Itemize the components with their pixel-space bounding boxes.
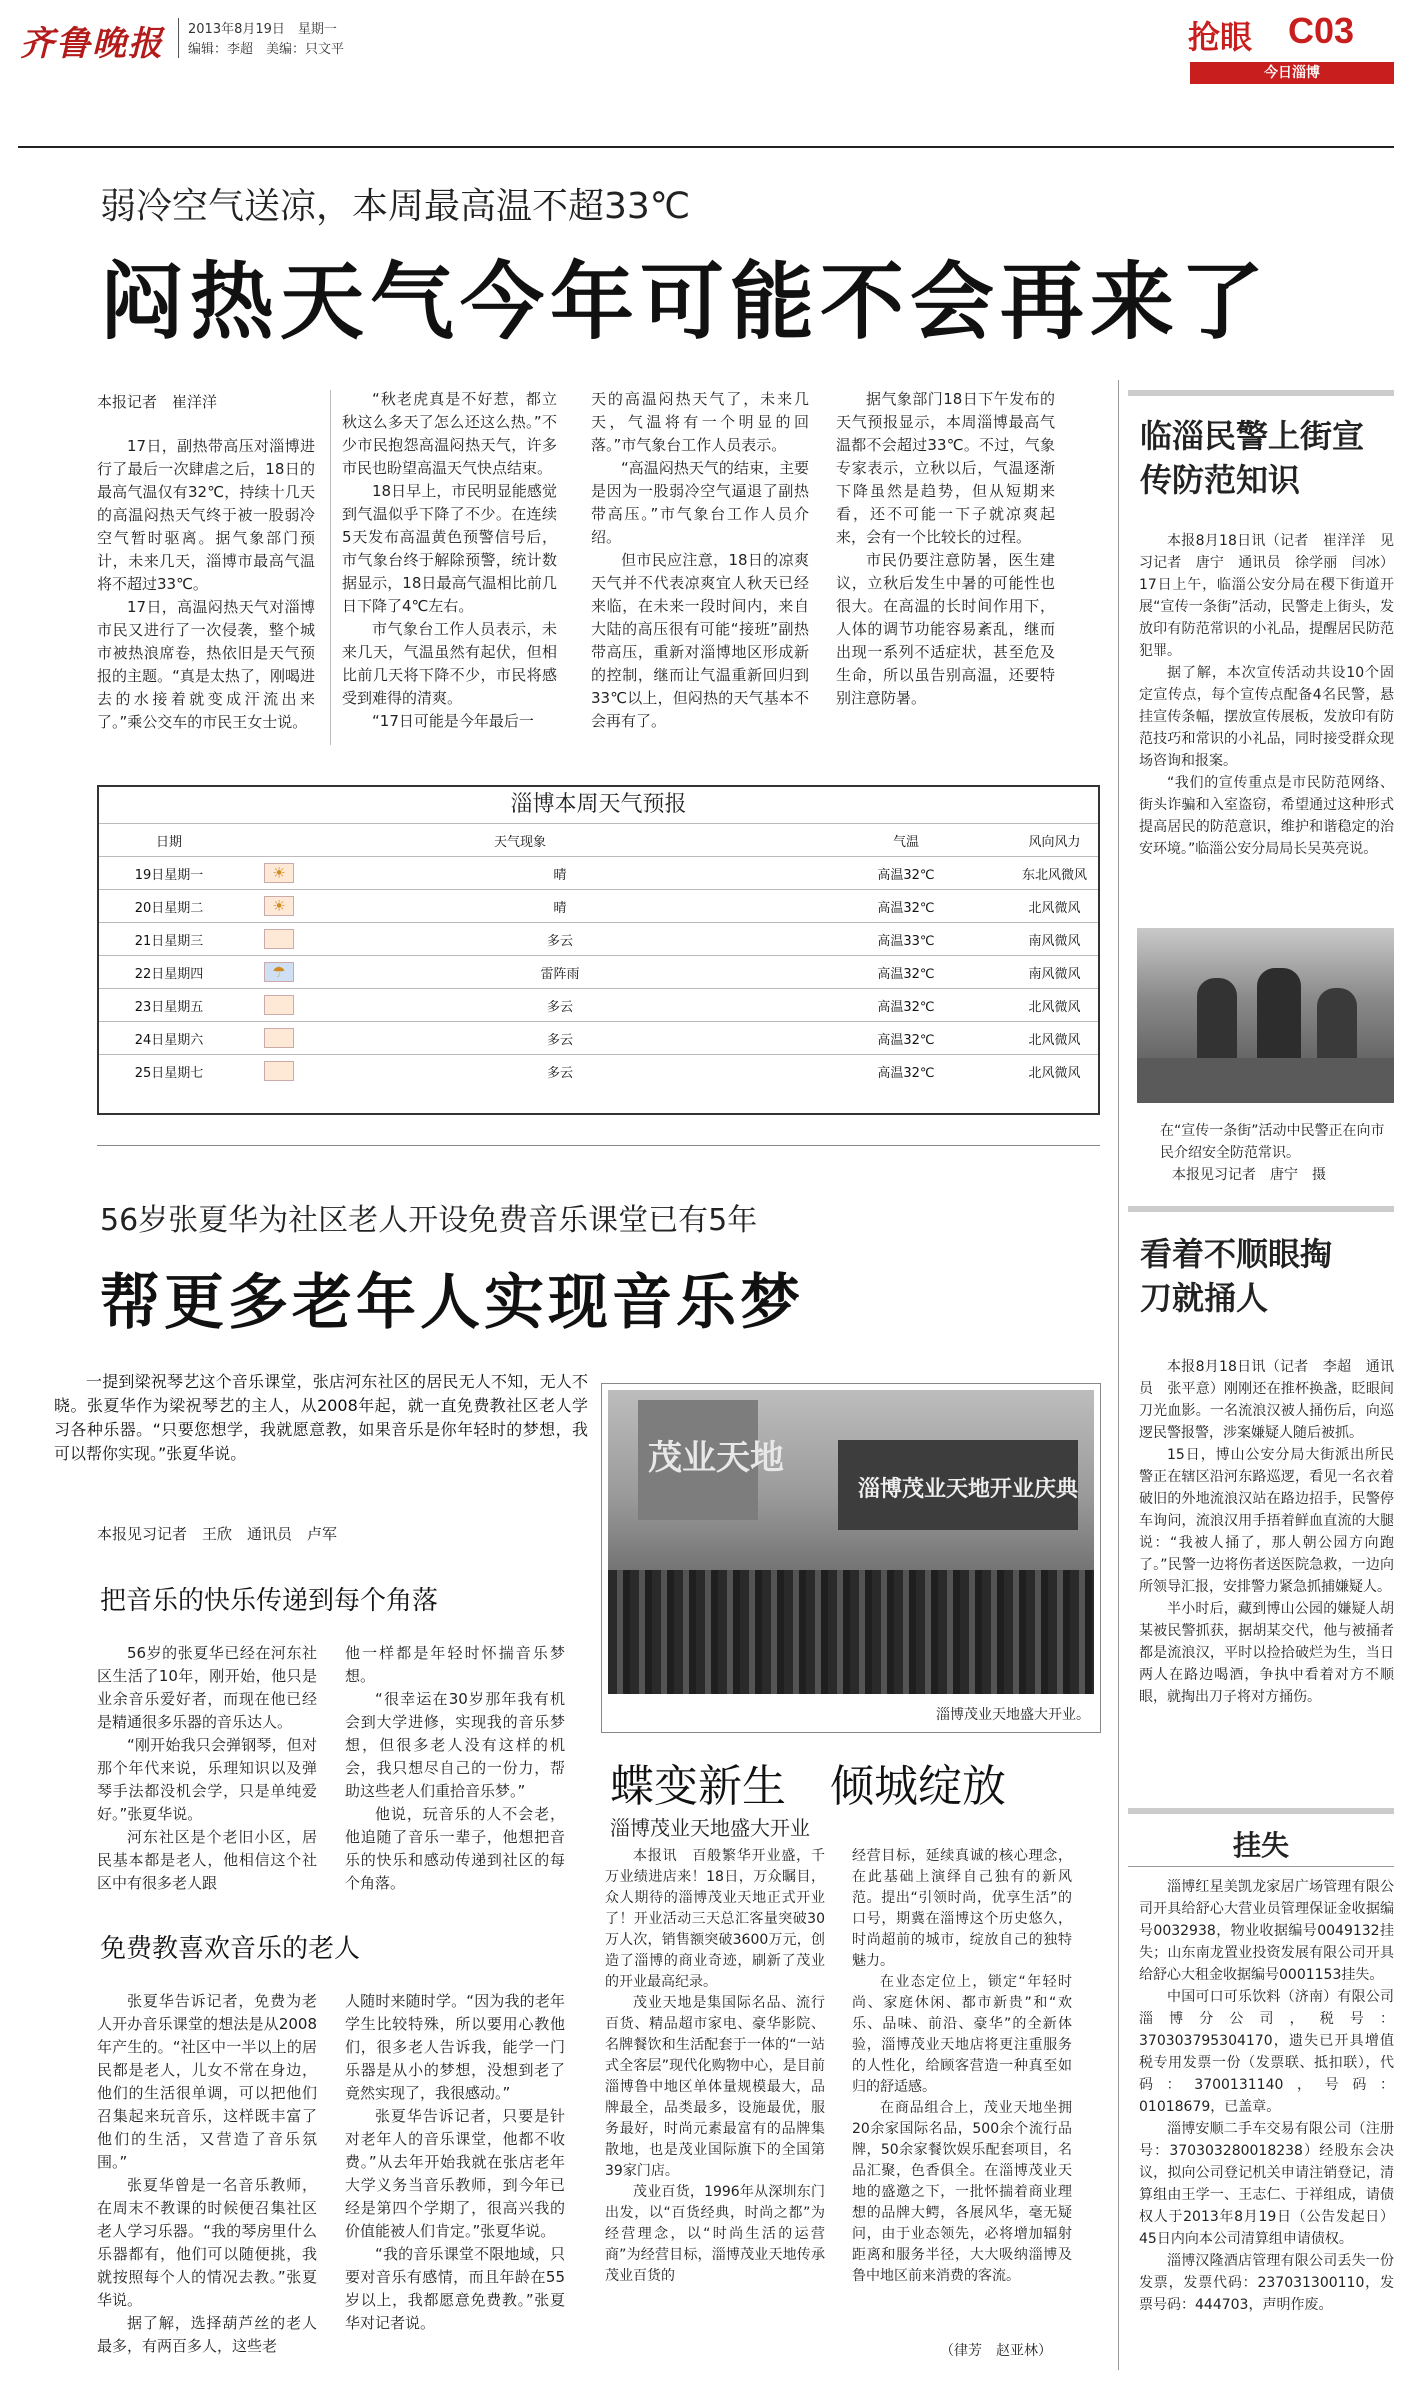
forecast-wind: 南风微风 <box>1011 923 1098 956</box>
forecast-row <box>99 956 1098 989</box>
forecast-table <box>97 785 1100 1115</box>
weather-col-1: 17日，副热带高压对淄博进行了最后一次肆虐之后，18日的最高气温仅有32℃，持续十几天的高温闷热天气终于被一股弱冷空气暂时驱离。据气象部门预计，未来几天，淄博市最高气温将不超过33℃。 17日，高温闷热天气对淄博市民又进行了一次侵袭，整个城市被热浪席卷，热依旧是天气预报的主题。“真是太热了，刚喝进去的水接着就变成汗流出来了。”乘公交车的市民王女士说。 <box>97 437 315 731</box>
issue-date: 2013年8月19日 星期一 <box>188 22 337 37</box>
forecast-temp: 高温32℃ <box>801 956 1011 989</box>
forecast-icon-cell <box>239 1022 319 1055</box>
police-headline: 临淄民警上街宣传防范知识 <box>1140 417 1365 499</box>
notice-body: 淄博红星美凯龙家居广场管理有限公司开具给舒心大营业员管理保证金收据编号0032938，物业收据编号0049132挂失；山东南龙置业投资发展有限公司开具给舒心大租金收据编号0001153挂失。 中国可口可乐饮料（济南）有限公司淄博分公司，税号：370303795304170，遗失已开具增值税专用发票一份（发票联、抵扣联），代码：3700131140，号码：01018679，已盖章。 淄博安顺二手车交易有限公司（注册号：370303280018238）经股东会决议，拟向公司登记机关申请注销登记，清算组由王学一、王志仁、于祥组成，请债权人于2013年8月19日（公告发起日）45日内向本公司清算组申请债权。 淄博汉隆酒店管理有限公司丢失一份发票，发票代码：237031300110，发票号码：444703，声明作废。 <box>1139 1879 1394 2313</box>
mall-photo-caption: 淄博茂业天地盛大开业。 <box>936 1707 1090 1723</box>
mall-col-2: 经营目标，延续真诚的核心理念，在此基础上演绎自己独有的新风范。提出“引领时尚，优享生活”的口号，期冀在淄博这个历史悠久，时尚超前的城市，绽放自己的独特魅力。 在业态定位上，锁定“年轻时尚、家庭休闲、都市新贵”和“欢乐、品味、前沿、豪华”的全新体验，淄博茂业天地店将更注重服务的人性化，给顾客营造一种真至如归的舒适感。 在商品组合上，茂业天地坐拥20余家国际名品，500余个流行品牌，50余家餐饮娱乐配套项目，名品汇聚，色香俱全。在淄博茂业天地的盛邀之下，一批怀揣着商业理想的品牌大鳄，各展风华，毫无疑问，由于业态领先，必将增加辐射距离和服务半径，大大吸纳淄博及鲁中地区前来消费的客流。 <box>852 1848 1072 2284</box>
section-name: 抢眼 <box>1188 18 1253 56</box>
cloudy-icon <box>264 1061 294 1081</box>
forecast-date: 21日星期三 <box>99 923 239 956</box>
weather-col-4: 据气象部门18日下午发布的天气预报显示，本周淄博最高气温都不会超过33℃。不过，气象专家表示，立秋以后，气温逐渐下降虽然是趋势，但从短期来看，还不可能一下子就凉爽起来，会有一个比较长的过程。 市民仍要注意防暑，医生建议，立秋后发生中暑的可能性也很大。在高温的长时间作用下，人体的调节功能容易紊乱，继而出现一系列不适症状，甚至危及生命，所以虽告别高温，还要特别注意防暑。 <box>836 390 1055 707</box>
mall-banner: 淄博茂业天地开业庆典 <box>858 1477 1079 1502</box>
forecast-weather: 晴 <box>319 857 801 890</box>
mall-photo <box>608 1390 1094 1694</box>
col-header-date: 日期 <box>99 824 239 857</box>
forecast-row <box>99 989 1098 1022</box>
music-byline: 本报见习记者 王欣 通讯员 卢军 <box>97 1525 338 1543</box>
col-header-weather: 天气现象 <box>239 824 801 857</box>
forecast-date: 19日星期一 <box>99 857 239 890</box>
forecast-row <box>99 857 1098 890</box>
forecast-row <box>99 1055 1098 1088</box>
forecast-icon-cell <box>239 923 319 956</box>
music-headline: 帮更多老年人实现音乐梦 <box>100 1268 804 1338</box>
forecast-weather: 雷阵雨 <box>319 956 801 989</box>
forecast-row <box>99 890 1098 923</box>
forecast-date: 23日星期五 <box>99 989 239 1022</box>
mall-credit: （律芳 赵亚林） <box>940 2343 1052 2359</box>
forecast-weather: 多云 <box>319 989 801 1022</box>
forecast-wind: 南风微风 <box>1011 956 1098 989</box>
editor-credits: 编辑：李超 美编：只文平 <box>188 42 345 57</box>
police-body: 本报8月18日讯（记者 崔洋洋 见习记者 唐宁 通讯员 徐学丽 闫冰）17日上午，临淄公安分局在稷下街道开展“宣传一条街”活动，民警走上街头，发放印有防范常识的小礼品，提醒居民防范犯罪。 据了解，本次宣传活动共设10个固定宣传点，每个宣传点配备4名民警，悬挂宣传条幅，摆放宣传展板，发放印有防范技巧和常识的小礼品，同时接受群众现场咨询和报案。 “我们的宣传重点是市民防范网络、街头诈骗和入室盗窃，希望通过这种形式提高居民的防范意识，维护和谐稳定的治安环境。”临淄公安分局局长吴英亮说。 <box>1139 533 1394 857</box>
col-header-wind: 风向风力 <box>1011 824 1098 857</box>
music-s1-col-1: 56岁的张夏华已经在河东社区生活了10年，刚开始，他只是业余音乐爱好者，而现在他已经是精通很多乐器的音乐达人。 “刚开始我只会弹钢琴，但对那个年代来说，乐理知识以及弹琴手法都没机会学，只是单纯爱好。”张夏华说。 河东社区是个老旧小区，居民基本都是老人，他相信这个社区中有很多老人跟 <box>97 1644 317 1892</box>
forecast-title: 淄博本周天气预报 <box>510 792 687 817</box>
mall-headline: 蝶变新生 倾城绽放 <box>610 1761 1006 1812</box>
sunny-icon: ☀ <box>264 863 294 883</box>
notice-headline: 挂失 <box>1232 1829 1289 1862</box>
page-number: C03 <box>1288 10 1355 51</box>
forecast-row <box>99 1022 1098 1055</box>
forecast-date: 20日星期二 <box>99 890 239 923</box>
forecast-date: 24日星期六 <box>99 1022 239 1055</box>
forecast-temp: 高温32℃ <box>801 989 1011 1022</box>
masthead-logo: 齐鲁晚报 <box>20 24 164 64</box>
forecast-wind: 北风微风 <box>1011 989 1098 1022</box>
subsection-tab: 今日淄博 <box>1190 62 1394 84</box>
forecast-temp: 高温32℃ <box>801 890 1011 923</box>
mall-sign: 茂业天地 <box>648 1438 784 1478</box>
mall-subhead: 淄博茂业天地盛大开业 <box>610 1816 810 1840</box>
police-photo <box>1137 928 1394 1103</box>
forecast-weather: 多云 <box>319 923 801 956</box>
forecast-temp: 高温32℃ <box>801 857 1011 890</box>
forecast-temp: 高温33℃ <box>801 923 1011 956</box>
forecast-wind: 北风微风 <box>1011 1022 1098 1055</box>
thunderstorm-icon: ☂ <box>264 962 294 982</box>
forecast-weather: 多云 <box>319 1022 801 1055</box>
weather-byline: 本报记者 崔洋洋 <box>97 393 218 411</box>
police-photo-caption: 在“宣传一条街”活动中民警正在向市民介绍安全防范常识。 <box>1160 1123 1385 1161</box>
music-kicker: 56岁张夏华为社区老人开设免费音乐课堂已有5年 <box>100 1203 758 1238</box>
forecast-icon-cell <box>239 1055 319 1088</box>
music-subhead-2: 免费教喜欢音乐的老人 <box>100 1934 361 1964</box>
forecast-grid <box>99 823 1098 1088</box>
sunny-icon: ☀ <box>264 896 294 916</box>
masthead <box>0 0 1409 85</box>
forecast-date: 25日星期七 <box>99 1055 239 1088</box>
weather-headline: 闷热天气今年可能不会再来了 <box>100 253 1271 351</box>
weather-col-2: “秋老虎真是不好惹，都立秋这么多天了怎么还这么热。”不少市民抱怨高温闷热天气，许多市民也盼望高温天气快点结束。 18日早上，市民明显能感觉到气温似乎下降了不少。在连续5天发布高温黄色预警信号后，市气象台终于解除预警，统计数据显示，18日最高气温相比前几日下降了4℃左右。 市气象台工作人员表示，未来几天，气温虽然有起伏，但相比前几天将下降不少，市民将感受到难得的清爽。 “17日可能是今年最后一 <box>342 390 557 730</box>
forecast-weather: 多云 <box>319 1055 801 1088</box>
weather-kicker: 弱冷空气送凉，本周最高温不超33℃ <box>100 186 691 227</box>
music-subhead-1: 把音乐的快乐传递到每个角落 <box>100 1586 439 1616</box>
forecast-icon-cell <box>239 956 319 989</box>
weather-col-3: 天的高温闷热天气了，未来几天，气温将有一个明显的回落。”市气象台工作人员表示。 “高温闷热天气的结束，主要是因为一股弱冷空气逼退了副热带高压。”市气象台工作人员介绍。 但市民应注意，18日的凉爽天气并不代表凉爽宜人秋天已经来临，在未来一段时间内，来自大陆的高压很有可能“接班”副热带高压，重新对淄博地区形成新的控制，继而让气温重新回归到33℃以上，但闷热的天气基本不会再有了。 <box>591 390 809 730</box>
mall-col-1: 本报讯 百般繁华开业盛，千万业绩进店来！18日，万众瞩目，众人期待的淄博茂业天地正式开业了！开业活动三天总汇客量突破30万人次，销售额突破3600万元，创造了淄博的商业奇迹，刷新了茂业的开业最高纪录。 茂业天地是集国际名品、流行百货、精品超市家电、豪华影院、名牌餐饮和生活配套于一体的“一站式全客层”现代化购物中心，是目前淄博鲁中地区单体量规模最大，品牌最全，品类最多，设施最优，服务最好，时尚元素最富有的品牌集散地，也是茂业国际旗下的全国第39家门店。 茂业百货，1996年从深圳东门出发，以“百货经典，时尚之都”为经营理念，以“时尚生活的运营商”为经营目标，淄博茂业天地传承茂业百货的 <box>605 1848 825 2284</box>
forecast-icon-cell <box>239 989 319 1022</box>
cloudy-icon <box>264 995 294 1015</box>
music-s1-col-2: 他一样都是年轻时怀揣音乐梦想。 “很幸运在30岁那年我有机会到大学进修，实现我的音乐梦想，但很多老人没有这样的机会，我只想尽自己的一份力，帮助这些老人们重拾音乐梦。” 他说，玩音乐的人不会老，他追随了音乐一辈子，他想把音乐的快乐和感动传递到社区的每个角落。 <box>345 1644 565 1892</box>
forecast-wind: 北风微风 <box>1011 1055 1098 1088</box>
knife-body: 本报8月18日讯（记者 李超 通讯员 张平意）刚刚还在推杯换盏，眨眼间刀光血影。一名流浪汉被人捅伤后，向巡逻民警报警，涉案嫌疑人随后被抓。 15日，博山公安分局大街派出所民警正在辖区沿河东路巡逻，看见一名衣着破旧的外地流浪汉站在路边招手，民警停车询问，流浪汉用手捂着鲜血直流的大腿说：“我被人捅了，那人朝公园方向跑了。”民警一边将伤者送医院急救，一边向所领导汇报，安排警力紧急抓捕嫌疑人。 半小时后，藏到博山公园的嫌疑人胡某被民警抓获，据胡某交代，他与被捅者都是流浪汉，平时以捡拾破烂为生，当日两人在路边喝酒，争执中看着对方不顺眼，就掏出刀子将对方捅伤。 <box>1139 1359 1394 1705</box>
forecast-temp: 高温32℃ <box>801 1022 1011 1055</box>
forecast-date: 22日星期四 <box>99 956 239 989</box>
forecast-wind: 北风微风 <box>1011 890 1098 923</box>
forecast-icon-cell <box>239 857 319 890</box>
mall-photo-frame <box>601 1383 1101 1733</box>
forecast-temp: 高温32℃ <box>801 1055 1011 1088</box>
cloudy-icon <box>264 929 294 949</box>
music-s2-col-2: 人随时来随时学。“因为我的老年学生比较特殊，所以要用心教他们，很多老人告诉我，能学一门乐器是从小的梦想，没想到老了竟然实现了，我很感动。” 张夏华告诉记者，只要是针对老年人的音乐课堂，他都不收费。”从去年开始我就在张店老年大学义务当音乐教师，到今年已经是第四个学期了，很高兴我的价值能被人们肯定。”张夏华说。 “我的音乐课堂不限地域，只要对音乐有感情，而且年龄在55岁以上，我都愿意免费教。”张夏华对记者说。 <box>345 1992 565 2332</box>
forecast-row <box>99 923 1098 956</box>
police-photo-credit: 本报见习记者 唐宁 摄 <box>1172 1167 1326 1183</box>
knife-headline: 看着不顺眼掏刀就捅人 <box>1140 1235 1333 1317</box>
cloudy-icon <box>264 1028 294 1048</box>
forecast-wind: 东北风微风 <box>1011 857 1098 890</box>
forecast-weather: 晴 <box>319 890 801 923</box>
forecast-icon-cell <box>239 890 319 923</box>
col-header-temp: 气温 <box>801 824 1011 857</box>
music-lead: 一提到梁祝琴艺这个音乐课堂，张店河东社区的居民无人不知，无人不晓。张夏华作为梁祝琴艺的主人，从2008年起，就一直免费教社区老人学习各种乐器。“只要您想学，我就愿意教，如果音乐是你年轻时的梦想，我可以帮你实现。”张夏华说。 <box>54 1372 588 1463</box>
music-s2-col-1: 张夏华告诉记者，免费为老人开办音乐课堂的想法是从2008年产生的。“社区中一半以上的居民都是老人，儿女不常在身边，他们的生活很单调，可以把他们召集起来玩音乐，这样既丰富了他们的生活，又营造了音乐氛围。” 张夏华曾是一名音乐教师，在周末不教课的时候便召集社区老人学习乐器。“我的琴房里什么乐器都有，他们可以随便挑，我就按照每个人的情况去教。”张夏华说。 据了解，选择葫芦丝的老人最多，有两百多人，这些老 <box>97 1992 317 2355</box>
